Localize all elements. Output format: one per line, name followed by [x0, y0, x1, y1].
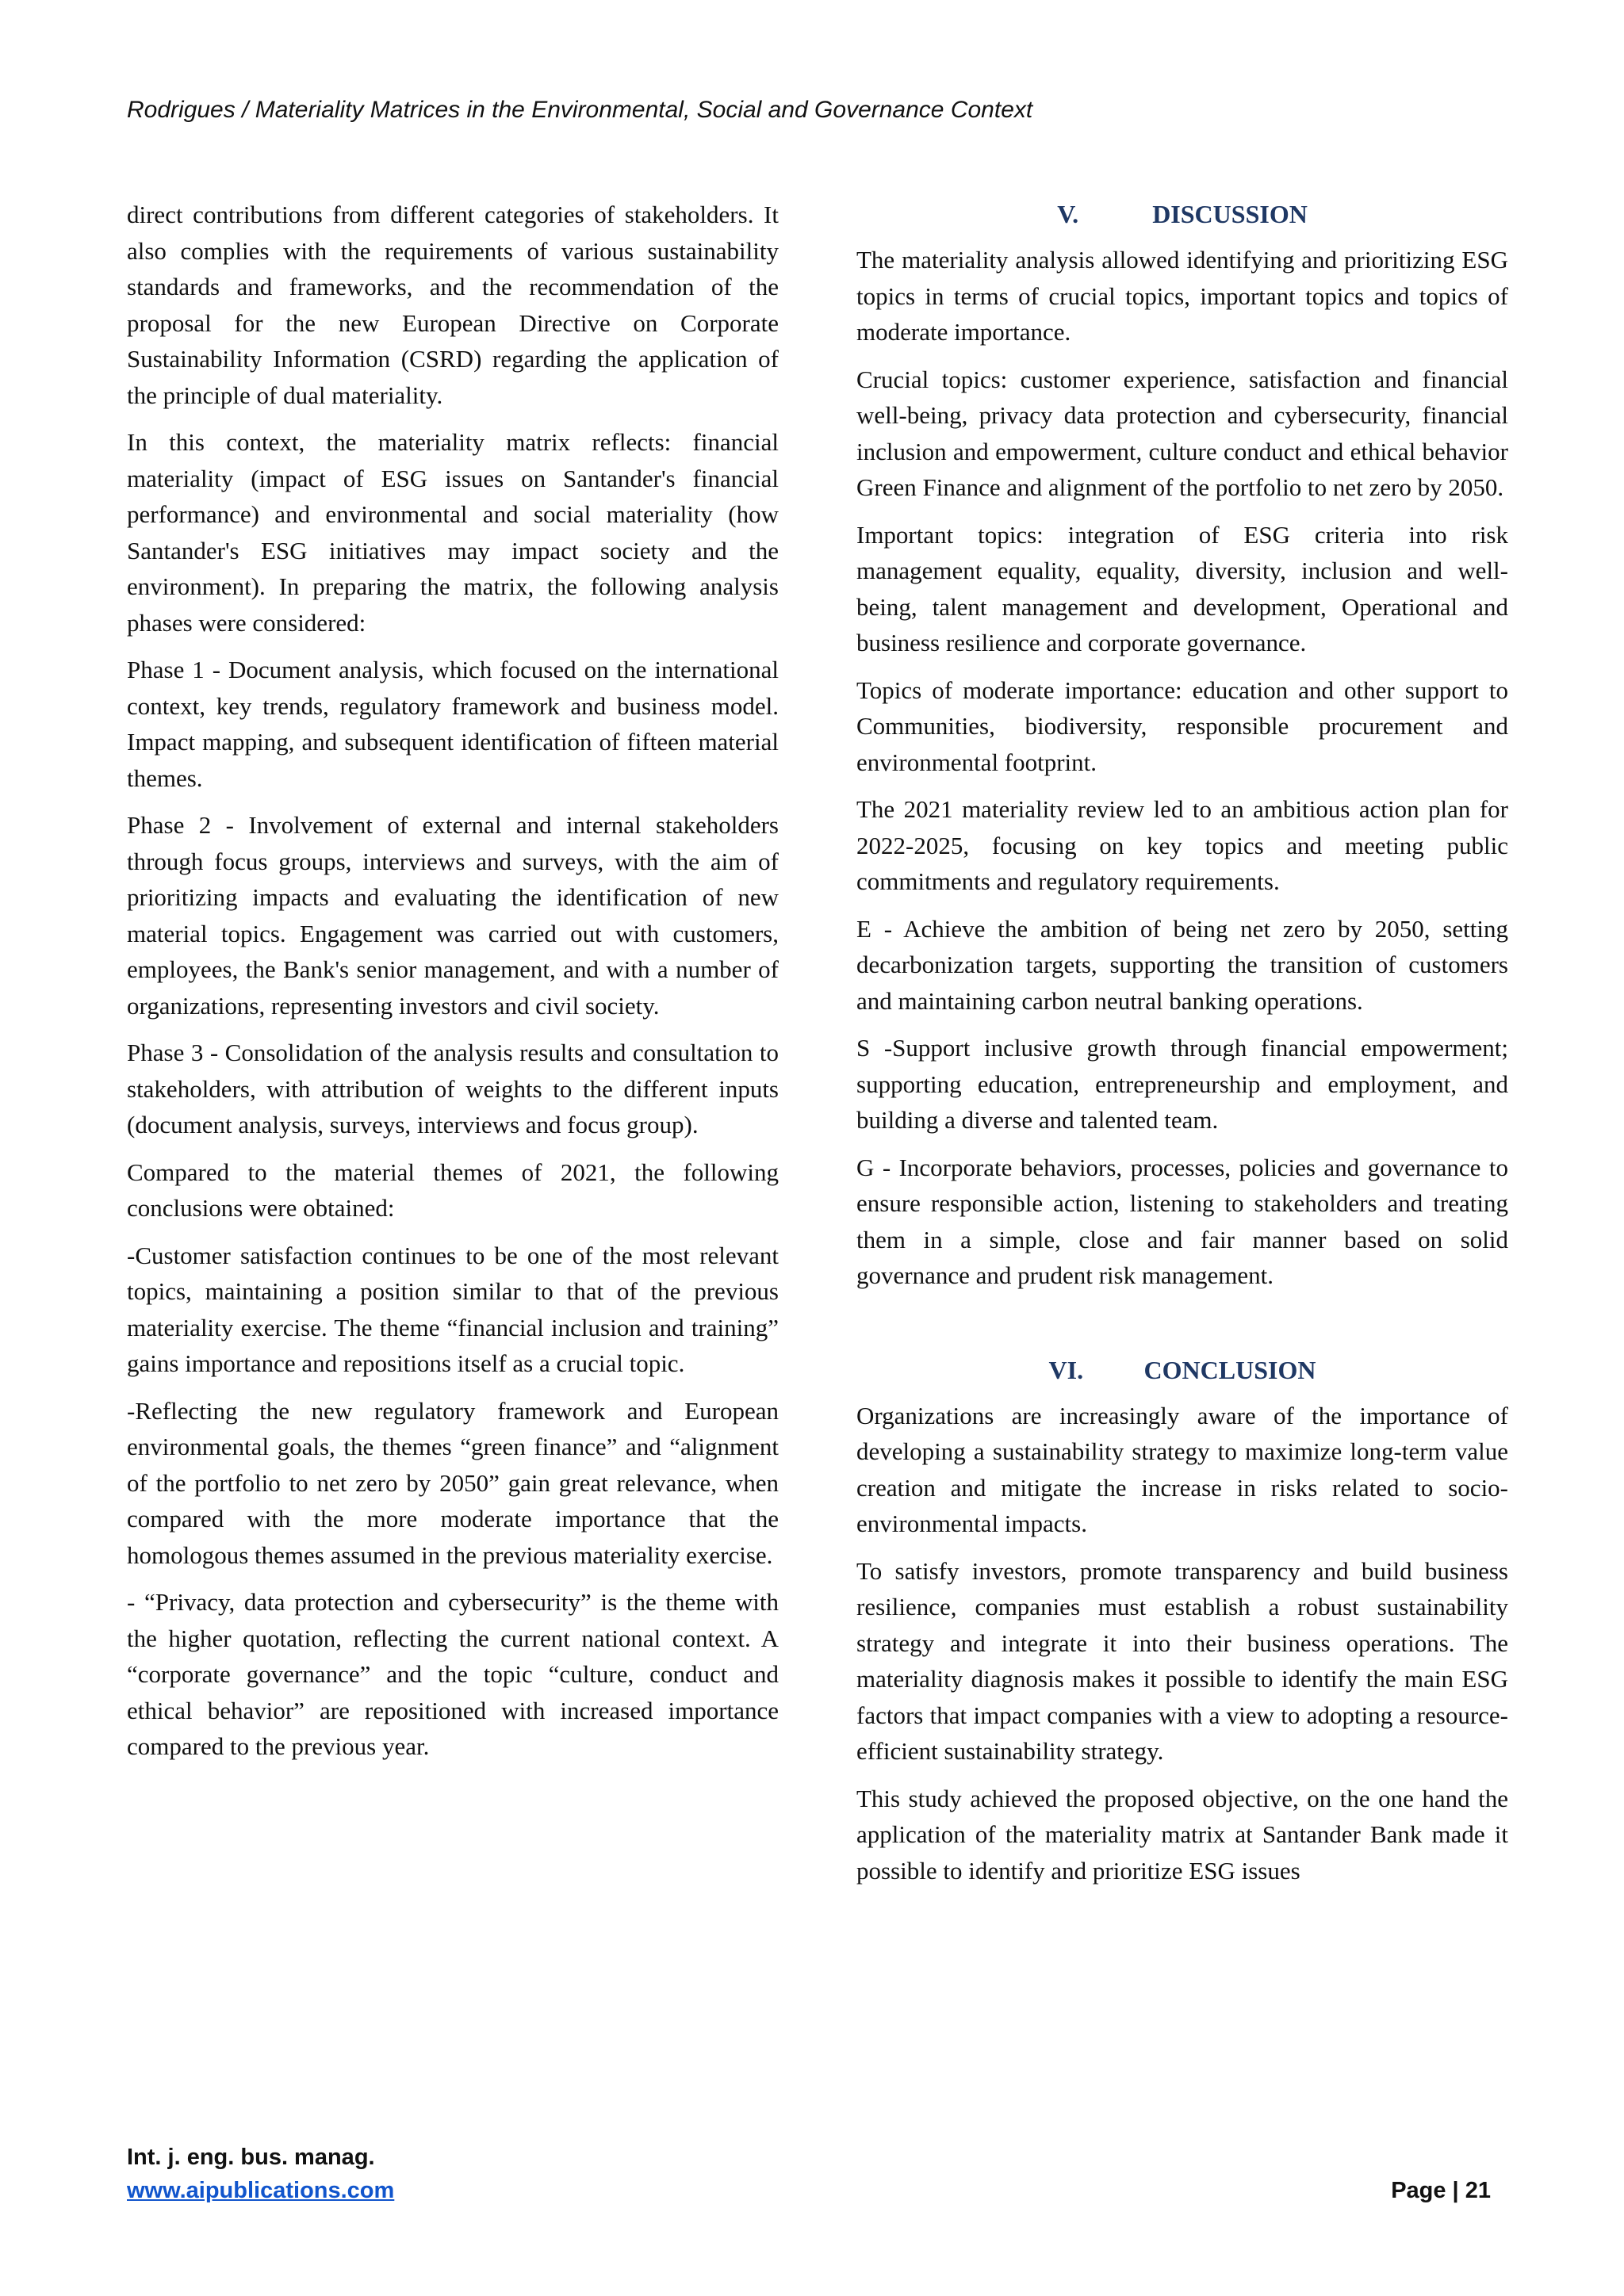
section-heading-discussion: [856, 197, 1508, 232]
paragraph: Phase 1 - Document analysis, which focused on the international context, key trends, regulatory framework and business model. Impact mapping, and subsequent identification of fifteen material themes.: [127, 656, 779, 792]
paragraph: In this context, the materiality matrix reflects: financial materiality (impact of ESG issues on Santander's financial performance) and environmental and social materiality (how Santander's ESG initiatives may impact society and the environment). In preparing the matrix, the following analysis phases were considered:: [127, 428, 779, 637]
paragraph: Organizations are increasingly aware of the importance of developing a sustainability strategy to maximize long-term value creation and mitigate the increase in risks related to socio-environmental impacts.: [856, 1401, 1508, 1537]
section-number: VI.: [1048, 1355, 1084, 1384]
page-number: Page | 21: [1391, 2178, 1491, 2203]
paragraph: The 2021 materiality review led to an ambitious action plan for 2022-2025, focusing on key topics and meeting public commitments and regulatory requirements.: [856, 795, 1508, 895]
section-number: V.: [1057, 200, 1079, 228]
paragraph: G - Incorporate behaviors, processes, policies and governance to ensure responsible action, listening to stakeholders and treating them in a simple, close and fair manner based on solid governance and prudent risk management.: [856, 1153, 1508, 1289]
paragraph: Important topics: integration of ESG criteria into risk management equality, equality, diversity, inclusion and well-being, talent management and development, Operational and business resilience and corporate governance.: [856, 520, 1508, 656]
paragraph: To satisfy investors, promote transparency and build business resilience, companies must establish a robust sustainability strategy and integrate it into their business operations. The materiality diagnosis makes it possible to identify the main ESG factors that impact companies with a view to adopting a resource-efficient sustainability strategy.: [856, 1556, 1508, 1765]
footer: [127, 2141, 394, 2207]
section-title: CONCLUSION: [1143, 1355, 1316, 1384]
paragraph: - “Privacy, data protection and cybersecurity” is the theme with the higher quotation, reflecting the current national context. A “corporate governance” and the topic “culture, conduct and ethical behavior” are repositioned with increased importance compared to the previous year.: [127, 1588, 779, 1760]
left-column: [127, 197, 779, 1776]
running-header: Rodrigues / Materiality Matrices in the Environmental, Social and Governance Context: [127, 97, 1033, 123]
paragraph: -Customer satisfaction continues to be one of the most relevant topics, maintaining a position similar to that of the previous materiality exercise. The theme “financial inclusion and training” gains importance and repositions itself as a crucial topic.: [127, 1241, 779, 1377]
website-link[interactable]: www.aipublications.com: [127, 2178, 395, 2203]
right-column: [856, 197, 1508, 1900]
paragraph: The materiality analysis allowed identifying and prioritizing ESG topics in terms of crucial topics, important topics and topics of moderate importance.: [856, 246, 1508, 346]
section-heading-conclusion: [856, 1353, 1508, 1388]
paragraph: Crucial topics: customer experience, satisfaction and financial well-being, privacy data protection and cybersecurity, financial inclusion and empowerment, culture conduct and ethical behavior Green Finance and alignment of the portfolio to net zero by 2050.: [856, 365, 1508, 501]
section-title: DISCUSSION: [1152, 200, 1308, 228]
paragraph: S -Support inclusive growth through financial empowerment; supporting education, entrepreneurship and employment, and building a diverse and talented team.: [856, 1034, 1508, 1134]
paragraph: Phase 3 - Consolidation of the analysis results and consultation to stakeholders, with attribution of weights to the different inputs (document analysis, surveys, interviews and focus group).: [127, 1039, 779, 1138]
paragraph: E - Achieve the ambition of being net zero by 2050, setting decarbonization targets, supporting the transition of customers and maintaining carbon neutral banking operations.: [856, 914, 1508, 1015]
paragraph: Phase 2 - Involvement of external and internal stakeholders through focus groups, interviews and surveys, with the aim of prioritizing impacts and evaluating the identification of new material topics. Engagement was carried out with customers, employees, the Bank's senior management, and with a number of organizations, representing investors and civil society.: [127, 811, 779, 1020]
paragraph: Topics of moderate importance: education and other support to Communities, biodiversity, responsible procurement and environmental footprint.: [856, 675, 1508, 776]
paragraph: This study achieved the proposed objective, on the one hand the application of the materiality matrix at Santander Bank made it possible to identify and prioritize ESG issues: [856, 1784, 1508, 1885]
paragraph: Compared to the material themes of 2021, the following conclusions were obtained:: [127, 1158, 779, 1222]
paragraph: -Reflecting the new regulatory framework and European environmental goals, the themes “green finance” and “alignment of the portfolio to net zero by 2050” gain great relevance, when compared with the more moderate importance that the homologous themes assumed in the previous materiality exercise.: [127, 1396, 779, 1569]
paragraph: direct contributions from different categories of stakeholders. It also complies with the requirements of various sustainability standards and frameworks, and the recommendation of the proposal for the new European Directive on Corporate Sustainability Information (CSRD) regarding the application of the principle of dual materiality.: [127, 201, 779, 409]
journal-name: Int. j. eng. bus. manag.: [127, 2145, 375, 2170]
